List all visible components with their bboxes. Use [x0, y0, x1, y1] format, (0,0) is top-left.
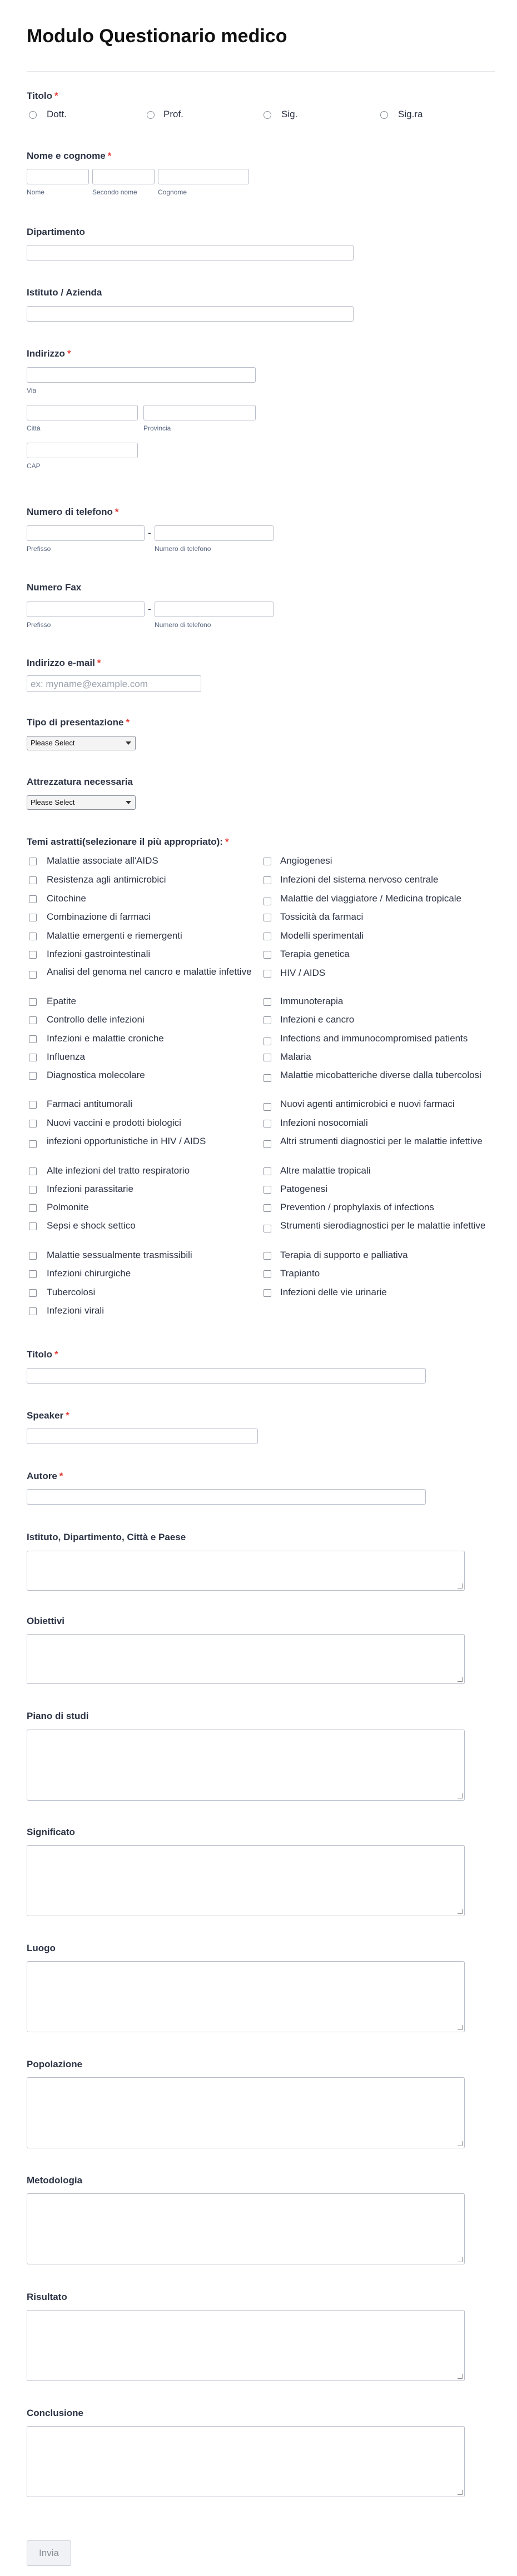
topic-left-checkbox[interactable] — [29, 1072, 37, 1080]
topic-right-checkbox[interactable] — [264, 876, 271, 884]
topic-left-checkbox[interactable] — [29, 858, 37, 865]
istituto-input[interactable] — [27, 306, 354, 322]
topic-left-label: Polmonite — [47, 1202, 89, 1212]
nome-label: Nome e cognome * — [27, 151, 112, 161]
topic-left-label: Diagnostica molecolare — [47, 1070, 145, 1080]
topic-right-label: Infections and immunocompromised patients — [280, 1033, 468, 1044]
topic-right-checkbox[interactable] — [264, 1016, 271, 1024]
topic-left-label: Malattie emergenti e riemergenti — [47, 930, 182, 941]
topic-left-label: Infezioni gastrointestinali — [47, 949, 151, 959]
topic-right-checkbox[interactable] — [264, 998, 271, 1006]
topic-right-checkbox[interactable] — [264, 1074, 271, 1082]
topic-right-checkbox[interactable] — [264, 1225, 271, 1232]
topic-left-label: Malattie associate all'AIDS — [47, 855, 158, 866]
conclusione-textarea[interactable] — [27, 2426, 465, 2497]
province-input[interactable] — [143, 405, 256, 420]
phone-number-sublabel: Numero di telefono — [155, 545, 211, 553]
topic-right-checkbox[interactable] — [264, 970, 271, 978]
topic-right-label: Strumenti sierodiagnostici per le malattie infettive — [280, 1220, 486, 1231]
titolo-label: Titolo * — [27, 91, 58, 101]
topic-left-label: Tubercolosi — [47, 1287, 96, 1297]
topic-right-checkbox[interactable] — [264, 1038, 271, 1045]
topic-left-label: Infezioni chirurgiche — [47, 1268, 131, 1279]
istituto-paese-textarea[interactable] — [27, 1551, 465, 1591]
textarea-label: Conclusione — [27, 2408, 84, 2418]
indirizzo-label: Indirizzo * — [27, 348, 71, 359]
topic-right-label: HIV / AIDS — [280, 968, 326, 978]
topic-right-label: Patogenesi — [280, 1184, 328, 1194]
phone-number-input[interactable] — [155, 525, 274, 541]
tipo-select[interactable]: Please Select — [27, 736, 136, 750]
radio-prof[interactable] — [147, 111, 155, 119]
topic-right-label: Immunoterapia — [280, 996, 344, 1006]
first-name-sublabel: Nome — [27, 188, 45, 196]
phone-prefix-input[interactable] — [27, 525, 145, 541]
topic-left-label: Citochine — [47, 893, 86, 904]
topic-right-label: Infezioni e cancro — [280, 1014, 355, 1025]
attrezzatura-label: Attrezzatura necessaria — [27, 776, 133, 787]
topic-left-checkbox[interactable] — [29, 951, 37, 959]
topic-right-label: Angiogenesi — [280, 855, 332, 866]
radio-label: Sig.ra — [398, 109, 423, 119]
cap-input[interactable] — [27, 443, 138, 458]
topic-right-label: Prevention / prophylaxis of infections — [280, 1202, 434, 1212]
radio-label: Prof. — [163, 109, 183, 119]
topic-right-label: Malattie del viaggiatore / Medicina tropicale — [280, 893, 462, 904]
last-name-sublabel: Cognome — [158, 188, 187, 196]
radio-sig[interactable] — [264, 111, 271, 119]
dipartimento-input[interactable] — [27, 245, 354, 260]
topic-left-label: Farmaci antitumorali — [47, 1099, 132, 1109]
istituto-label: Istituto / Azienda — [27, 287, 102, 298]
topic-left-label: Combinazione di farmaci — [47, 911, 151, 922]
cap-sublabel: CAP — [27, 462, 41, 470]
topic-right-checkbox[interactable] — [264, 1140, 271, 1148]
topic-left-label: Malattie sessualmente trasmissibili — [47, 1250, 192, 1260]
textarea-label: Piano di studi — [27, 1711, 89, 1721]
topic-right-checkbox[interactable] — [264, 1120, 271, 1127]
topic-left-checkbox[interactable] — [29, 1204, 37, 1212]
topic-right-label: Infezioni nosocomiali — [280, 1117, 368, 1128]
topic-left-checkbox[interactable] — [29, 1167, 37, 1175]
chevron-down-icon — [126, 741, 131, 745]
significato-textarea[interactable] — [27, 1845, 465, 1916]
topic-right-checkbox[interactable] — [264, 951, 271, 959]
fax-prefix-sublabel: Prefisso — [27, 621, 51, 629]
autore-label: Autore * — [27, 1471, 63, 1481]
topic-left-label: Resistenza agli antimicrobici — [47, 874, 166, 885]
titolo2-label: Titolo * — [27, 1349, 58, 1360]
middle-name-input[interactable] — [92, 169, 155, 184]
speaker-input[interactable] — [27, 1429, 258, 1444]
topic-left-checkbox[interactable] — [29, 971, 37, 979]
phone-prefix-sublabel: Prefisso — [27, 545, 51, 553]
popolazione-textarea[interactable] — [27, 2077, 465, 2148]
textarea-label: Istituto, Dipartimento, Città e Paese — [27, 1532, 186, 1542]
topic-right-checkbox[interactable] — [264, 1167, 271, 1175]
textarea-label: Obiettivi — [27, 1616, 65, 1626]
topic-left-checkbox[interactable] — [29, 1252, 37, 1260]
topic-right-label: Modelli sperimentali — [280, 930, 364, 941]
topic-left-label: Infezioni virali — [47, 1305, 104, 1316]
topic-left-label: Alte infezioni del tratto respiratorio — [47, 1165, 190, 1176]
fax-number-input[interactable] — [155, 602, 274, 617]
topic-right-checkbox[interactable] — [264, 1270, 271, 1278]
tipo-label: Tipo di presentazione * — [27, 717, 130, 728]
temi-label: Temi astratti(selezionare il più appropriato): * — [27, 836, 229, 847]
risultato-textarea[interactable] — [27, 2310, 465, 2381]
topic-right-label: Tossicità da farmaci — [280, 911, 364, 922]
email-input[interactable]: ex: myname@example.com — [27, 675, 201, 692]
piano-studi-textarea[interactable] — [27, 1730, 465, 1801]
topic-right-checkbox[interactable] — [264, 1054, 271, 1061]
topic-right-label: Infezioni del sistema nervoso centrale — [280, 874, 439, 885]
chevron-down-icon — [126, 801, 131, 804]
luogo-textarea[interactable] — [27, 1961, 465, 2032]
topic-right-checkbox[interactable] — [264, 1103, 271, 1111]
topic-right-label: Malattie micobatteriche diverse dalla tubercolosi — [280, 1070, 481, 1080]
topic-right-label: Terapia genetica — [280, 949, 350, 959]
fax-label: Numero Fax — [27, 582, 82, 593]
topic-left-checkbox[interactable] — [29, 1289, 37, 1297]
topic-left-checkbox[interactable] — [29, 1054, 37, 1061]
fax-number-sublabel: Numero di telefono — [155, 621, 211, 629]
topic-left-label: Controllo delle infezioni — [47, 1014, 145, 1025]
topic-left-checkbox[interactable] — [29, 1035, 37, 1043]
topic-right-checkbox[interactable] — [264, 1252, 271, 1260]
dipartimento-label: Dipartimento — [27, 227, 85, 237]
topic-left-label: Nuovi vaccini e prodotti biologici — [47, 1117, 181, 1128]
topic-left-checkbox[interactable] — [29, 1140, 37, 1148]
topic-right-label: Nuovi agenti antimicrobici e nuovi farmaci — [280, 1099, 455, 1109]
telefono-label: Numero di telefono * — [27, 507, 119, 517]
first-name-input[interactable] — [27, 169, 89, 184]
submit-button[interactable]: Invia — [27, 2540, 71, 2566]
topic-left-label: Epatite — [47, 996, 76, 1006]
fax-dash: - — [148, 604, 151, 614]
topic-right-checkbox[interactable] — [264, 1186, 271, 1194]
topic-right-checkbox[interactable] — [264, 1289, 271, 1297]
titolo2-input[interactable] — [27, 1368, 426, 1384]
topic-right-label: Terapia di supporto e palliativa — [280, 1250, 408, 1260]
topic-left-checkbox[interactable] — [29, 1307, 37, 1315]
topic-left-label: Influenza — [47, 1051, 85, 1062]
province-sublabel: Provincia — [143, 424, 171, 432]
topic-left-checkbox[interactable] — [29, 933, 37, 940]
topic-right-checkbox[interactable] — [264, 898, 271, 905]
topic-left-label: Infezioni parassitarie — [47, 1184, 133, 1194]
topic-left-checkbox[interactable] — [29, 1222, 37, 1230]
textarea-label: Significato — [27, 1827, 75, 1837]
topic-right-checkbox[interactable] — [264, 933, 271, 940]
fax-prefix-input[interactable] — [27, 602, 145, 617]
topic-left-checkbox[interactable] — [29, 1016, 37, 1024]
topic-right-label: Malaria — [280, 1051, 311, 1062]
email-label: Indirizzo e-mail * — [27, 658, 101, 668]
last-name-input[interactable] — [158, 169, 249, 184]
topic-right-label: Altre malattie tropicali — [280, 1165, 371, 1176]
topic-left-label: Analisi del genoma nel cancro e malattie infettive — [47, 966, 252, 977]
topic-right-checkbox[interactable] — [264, 914, 271, 921]
topic-right-label: Infezioni delle vie urinarie — [280, 1287, 387, 1297]
divider — [27, 71, 495, 72]
topic-left-label: Sepsi e shock settico — [47, 1220, 136, 1231]
radio-dott[interactable] — [29, 111, 37, 119]
textarea-label: Luogo — [27, 1943, 56, 1953]
radio-label: Sig. — [281, 109, 298, 119]
metodologia-textarea[interactable] — [27, 2193, 465, 2264]
topic-left-checkbox[interactable] — [29, 1270, 37, 1278]
phone-dash: - — [148, 528, 151, 538]
topic-left-checkbox[interactable] — [29, 998, 37, 1006]
page-title: Modulo Questionario medico — [27, 26, 287, 47]
attrezzatura-select[interactable]: Please Select — [27, 795, 136, 810]
topic-left-checkbox[interactable] — [29, 1101, 37, 1109]
radio-sigra[interactable] — [380, 111, 388, 119]
middle-name-sublabel: Secondo nome — [92, 188, 137, 196]
topic-left-checkbox[interactable] — [29, 876, 37, 884]
topic-right-label: Altri strumenti diagnostici per le malattie infettive — [280, 1136, 483, 1146]
street-sublabel: Via — [27, 387, 37, 394]
textarea-label: Metodologia — [27, 2175, 83, 2186]
street-input[interactable] — [27, 367, 256, 383]
topic-right-label: Trapianto — [280, 1268, 320, 1279]
topic-left-checkbox[interactable] — [29, 895, 37, 903]
textarea-label: Popolazione — [27, 2059, 83, 2069]
topic-right-checkbox[interactable] — [264, 1204, 271, 1212]
speaker-label: Speaker * — [27, 1410, 69, 1421]
topic-left-label: infezioni opportunistiche in HIV / AIDS — [47, 1136, 206, 1146]
topic-left-checkbox[interactable] — [29, 1120, 37, 1127]
topic-left-label: Infezioni e malattie croniche — [47, 1033, 164, 1044]
topic-right-checkbox[interactable] — [264, 858, 271, 865]
city-sublabel: Città — [27, 424, 41, 432]
city-input[interactable] — [27, 405, 138, 420]
radio-label: Dott. — [47, 109, 67, 119]
textarea-label: Risultato — [27, 2292, 67, 2302]
obiettivi-textarea[interactable] — [27, 1634, 465, 1684]
topic-left-checkbox[interactable] — [29, 1186, 37, 1194]
autore-input[interactable] — [27, 1489, 426, 1505]
topic-left-checkbox[interactable] — [29, 914, 37, 921]
